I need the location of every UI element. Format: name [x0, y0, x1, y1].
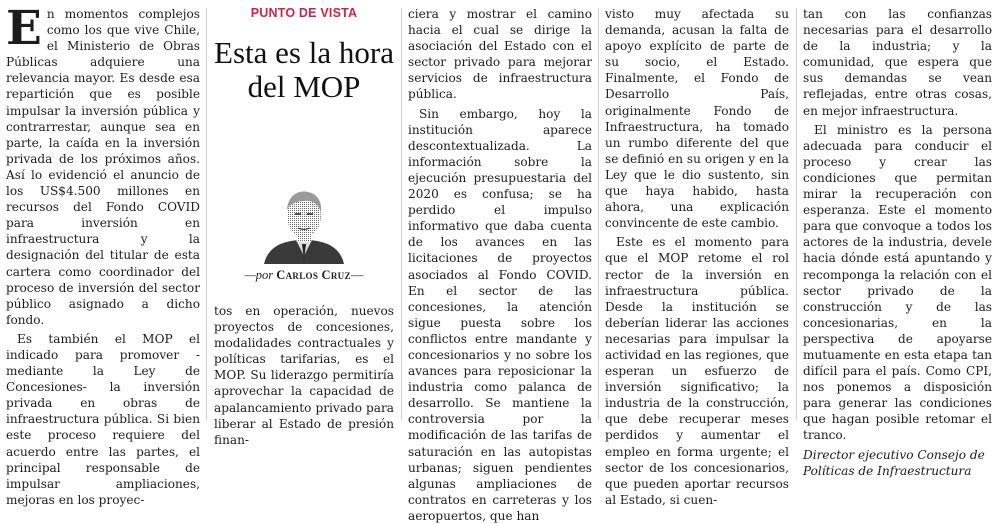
- column-2: [214, 303, 394, 447]
- author-portrait: [262, 186, 346, 264]
- column-divider: [796, 8, 797, 420]
- paragraph-text: n momentos complejos como los que vive Chile, el Ministerio de Obras Públicas adquiere una relevancia mayor. Es desde esa repartición que es posible impulsar la inversión pública y contrarrestar, aunque sea en parte, la caída en la inversión privada de los próximos años. Así lo evidenció el anuncio de los US$4.500 millones en recursos del Fondo COVID para inversión en infraestructura y la designación del titular de esta cartera como coordinador del proceso de inversión del sector público asignado a dicho fondo.: [6, 7, 200, 327]
- column-divider: [206, 8, 207, 420]
- paragraph: [6, 1, 200, 328]
- column-5: [803, 6, 992, 478]
- paragraph: Este es el momento para que el MOP retome el rol rector de la inversión en infraestructura pública. Desde la institución se deberían liderar las acciones necesarias para impulsar la actividad en las regiones, que esperan un esfuerzo de inversión significativo; la industria de la construcción, que debe recuperar meses perdidos y aumentar el empleo en forma urgente; el sector de los concesionarios, que pueden aportar recursos al Estado, si cuen-: [605, 235, 789, 507]
- author-signature: Director ejecutivo Consejo de Políticas de Infraestructura: [803, 447, 985, 478]
- section-label: PUNTO DE VISTA: [250, 6, 358, 20]
- column-4: [605, 6, 789, 507]
- author-name: Carlos Cruz: [276, 268, 351, 282]
- paragraph: Es también el MOP el indicado para promover -mediante la Ley de Concesiones- la inversión privada en obras de infraestructura pública. Si bien este proceso requiere del acuerdo entre las partes, el principal responsable de impulsar ampliaciones, mejoras en los proyec-: [6, 331, 200, 507]
- byline: [214, 268, 394, 283]
- paragraph: tos en operación, nuevos proyectos de concesiones, modalidades contractuales y políticas tarifarias, es el MOP. Su liderazgo permitiría aprovechar la capacidad de apalancamiento privado para liberar al Estado de presión finan-: [214, 304, 394, 447]
- paragraph: tan con las confianzas necesarias para el desarrollo de la industria; y la comunidad, que espera que sus demandas se vean reflejadas, entre otras cosas, en mejor infraestructura.: [803, 7, 992, 118]
- paragraph: visto muy afectada su demanda, acusan la falta de apoyo explícito de parte de su socio, el Estado. Finalmente, el Fondo de Desarrollo País, originalmente Fondo de Infraestructura, ha tomado un rumbo diferente del que se definió en su origen y en la Ley que le dio sustento, sin que haya habido, hasta ahora, una explicación convincente de este cambio.: [605, 7, 789, 231]
- column-divider: [401, 8, 402, 420]
- column-3: [408, 6, 592, 523]
- column-1: [6, 1, 200, 507]
- byline-suffix: —: [350, 268, 364, 282]
- paragraph: El ministro es la persona adecuada para conducir el proceso y crear las condiciones que permitan mirar la recuperación con esperanza. Este el momento para que convoque a todos los actores de la industria, devele hacia dónde está apuntando y recomponga la relación con el sector privado de la construcción y de las concesionarias, en la perspectiva de apoyarse mutuamente en esta etapa tan difícil para el país. Como CPI, nos ponemos a disposición para generar las condiciones que hagan posible retomar el tranco.: [803, 122, 992, 443]
- article-title: Esta es la hora del MOP: [214, 35, 394, 104]
- drop-cap: E: [6, 1, 42, 56]
- paragraph: ciera y mostrar el camino hacia el cual se dirige la asociación del Estado con el sector privado para mejorar servicios de infraestructura pública.: [408, 7, 592, 102]
- paragraph: Sin embargo, hoy la institución aparece descontextualizada. La información sobre la ejecución presupuestaria del 2020 es confusa; se ha perdido el impulso informativo que daba cuenta de los avances en las licitaciones de proyectos asociados al Fondo COVID. En el sector de las concesiones, la atención sigue puesta sobre los conflictos entre mandante y concesionarios y no sobre los avances para reposicionar la industria como palanca de desarrollo. Se mantiene la controversia por la modificación de las tarifas de saturación en las autopistas urbanas; siguen pendientes algunas ampliaciones de contratos en carreteras y los aeropuertos, que han: [408, 106, 592, 523]
- byline-prefix: —por: [244, 268, 274, 282]
- column-divider: [598, 8, 599, 420]
